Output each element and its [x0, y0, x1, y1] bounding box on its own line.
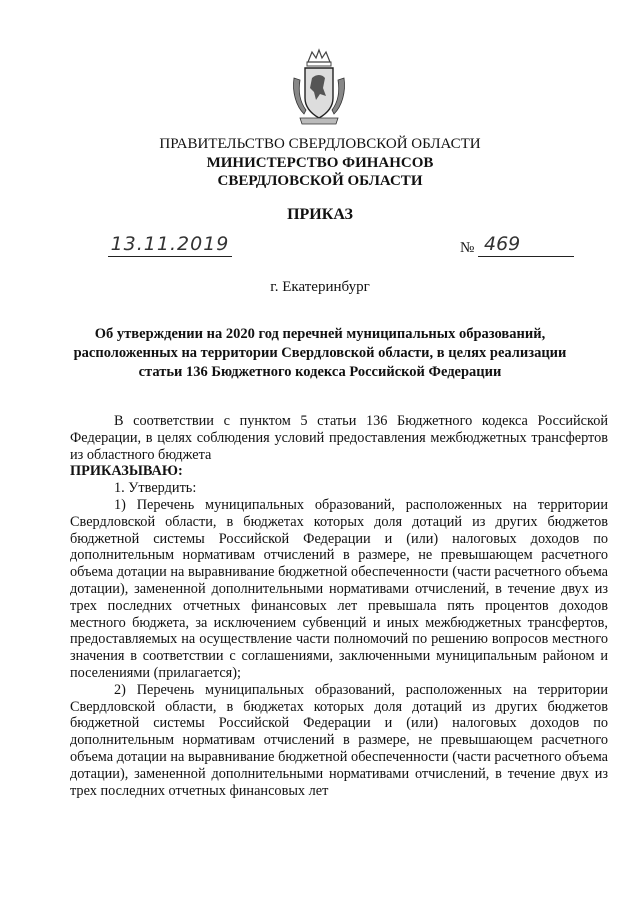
order-title: Об утверждении на 2020 год перечней муниципальных образований, расположенных на территории Свердловской области, в целях реализации статьи 136 Бюджетного кодекса Российской Федерации: [73, 326, 567, 380]
item-1-subitem-2: 2) Перечень муниципальных образований, расположенных на территории Свердловской области, в бюджетах которых доля дотаций из других бюджетов бюджетной системы Российской Федерации и (или) налоговых доходов по дополнительным нормативам отчислений в размере, не превышающем расчетного объема дотации на выравнивание бюджетной обеспеченности (части расчетного объема дотации), замененной дополнительными нормативами отчислений, в течение двух из трех последних отчетных финансовых лет: [70, 681, 608, 799]
number-sign: №: [460, 240, 475, 256]
item-1: 1. Утвердить:: [114, 480, 197, 497]
order-body: [70, 413, 608, 799]
handwritten-number: 469: [478, 232, 574, 257]
coat-of-arms-icon: [290, 48, 348, 128]
region-heading: СВЕРДЛОВСКОЙ ОБЛАСТИ: [217, 173, 423, 189]
intro-paragraph: В соответствии с пунктом 5 статьи 136 Бюджетного кодекса Российской Федерации, в целях соблюдения условий предоставления межбюджетных трансфертов из областного бюджета: [70, 413, 608, 463]
city-line: г. Екатеринбург: [270, 279, 370, 295]
order-word: ПРИКАЗЫВАЮ:: [70, 463, 183, 480]
item-1-subitem-1: 1) Перечень муниципальных образований, расположенных на территории Свердловской области, в бюджетах которых доля дотаций из других бюджетов бюджетной системы Российской Федерации и (или) налоговых доходов по дополнительным нормативам отчислений в размере, не превышающем расчетного объема дотации на выравнивание бюджетной обеспеченности (части расчетного объема дотации), замененной дополнительными нормативами отчислений, в течение двух из трех последних отчетных финансовых лет превышала пять процентов доходов местного бюджета, за исключением субвенций и иных межбюджетных трансфертов, предоставляемых на осуществление части полномочий по решению вопросов местного значения в соответствии с соглашениями, заключенными муниципальным районом и поселениями (прилагается);: [70, 496, 608, 681]
ministry-heading: МИНИСТЕРСТВО ФИНАНСОВ: [206, 155, 434, 171]
government-heading: ПРАВИТЕЛЬСТВО СВЕРДЛОВСКОЙ ОБЛАСТИ: [159, 136, 481, 152]
handwritten-date: 13.11.2019: [108, 232, 232, 257]
document-type-heading: ПРИКАЗ: [287, 206, 353, 223]
